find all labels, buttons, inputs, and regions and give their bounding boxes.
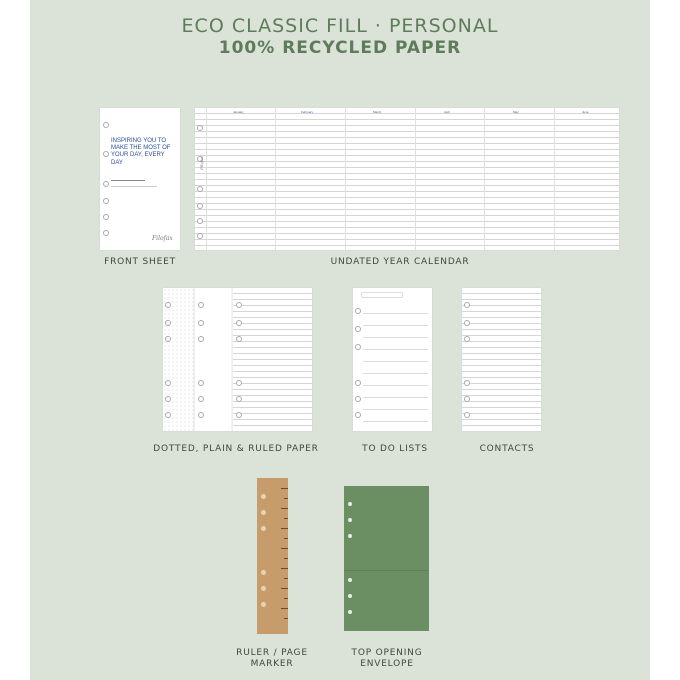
subtitle: 100% RECYCLED PAPER xyxy=(218,38,462,58)
calendar-month: March xyxy=(373,110,382,114)
year-calendar-image xyxy=(195,108,619,250)
envelope-image xyxy=(344,486,429,631)
caption-ruler-line1: RULER / PAGE xyxy=(236,648,308,658)
caption-envelope xyxy=(337,648,437,670)
caption-ruler xyxy=(222,648,322,670)
caption-contacts: CONTACTS xyxy=(479,444,535,454)
caption-envelope-line1: TOP OPENING xyxy=(351,648,423,658)
dotted-paper-image xyxy=(163,288,194,431)
front-sheet-tagline: INSPIRING YOU TO MAKE THE MOST OF YOUR DAY, EVERY DAY xyxy=(111,138,171,166)
ruler-page-marker-image xyxy=(257,478,288,634)
calendar-month: April xyxy=(444,110,451,114)
title: ECO CLASSIC FILL · PERSONAL xyxy=(181,15,499,37)
front-sheet-image xyxy=(100,108,180,250)
caption-todo: TO DO LISTS xyxy=(362,444,428,454)
plain-paper-image xyxy=(194,288,233,431)
contacts-image xyxy=(462,288,541,431)
calendar-month: January xyxy=(233,110,244,114)
calendar-month: May xyxy=(513,110,519,114)
background-panel xyxy=(30,0,650,680)
calendar-brand: Filofax xyxy=(199,156,204,170)
caption-paper: DOTTED, PLAIN & RULED PAPER xyxy=(153,444,319,454)
todo-list-image xyxy=(353,288,432,431)
ruled-paper-image xyxy=(232,288,312,431)
front-sheet-brand: Filofax xyxy=(152,235,173,242)
caption-ruler-line2: MARKER xyxy=(250,659,294,669)
caption-year-calendar: UNDATED YEAR CALENDAR xyxy=(330,257,470,267)
calendar-month: June xyxy=(582,110,589,114)
calendar-month: February xyxy=(301,110,314,114)
caption-front-sheet: FRONT SHEET xyxy=(104,257,176,267)
caption-envelope-line2: ENVELOPE xyxy=(360,659,414,669)
